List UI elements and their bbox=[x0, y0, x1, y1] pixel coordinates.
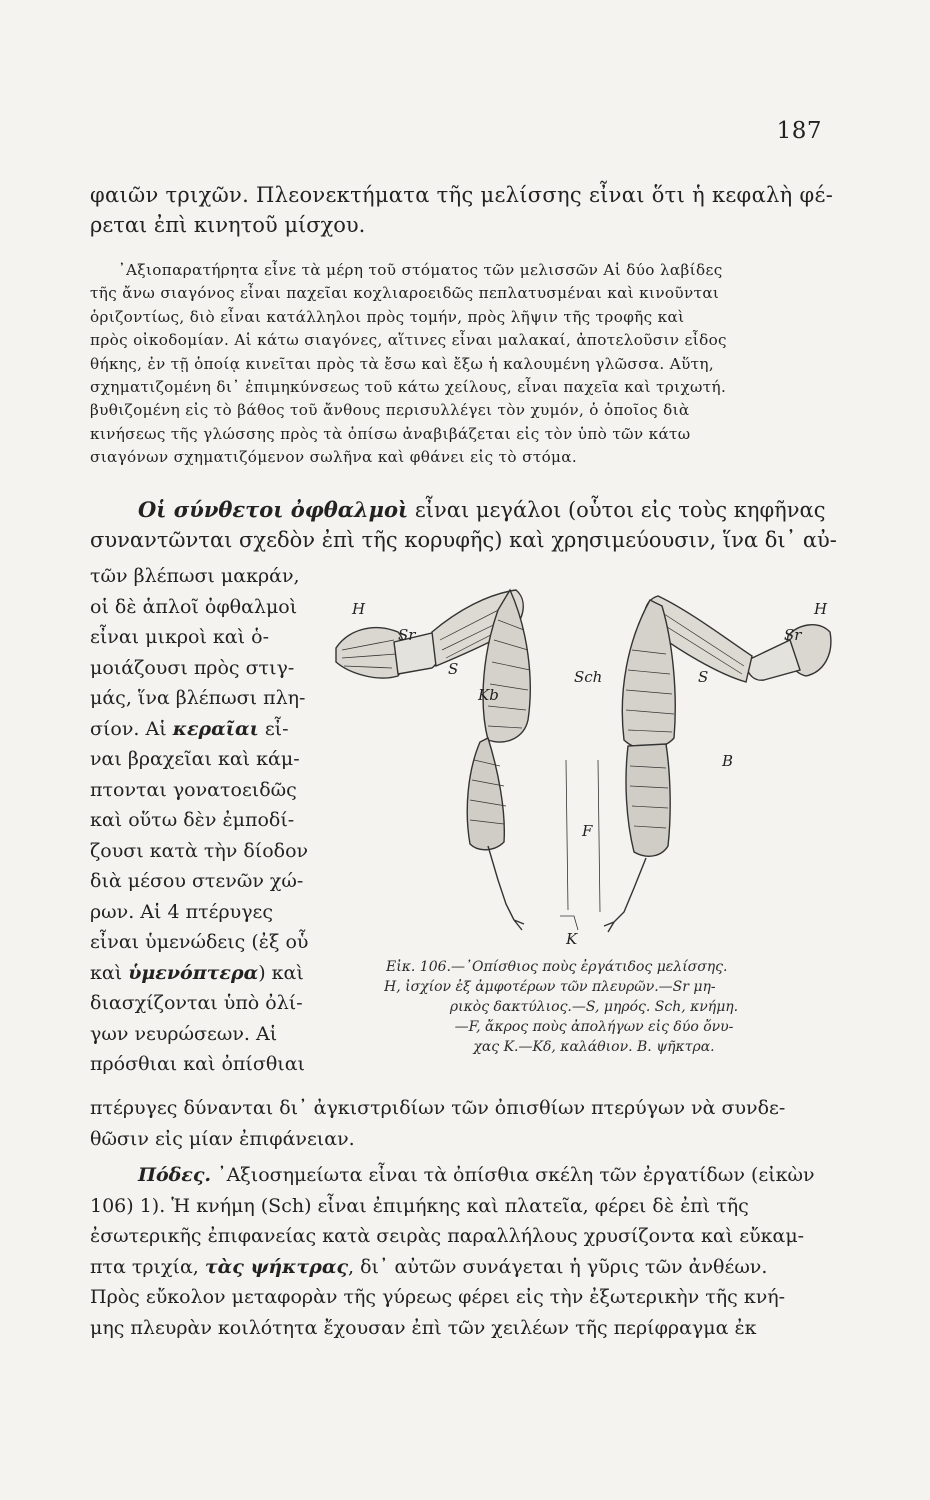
label-k: K bbox=[566, 930, 578, 948]
text-line: οἱ δὲ ἁπλοῖ ὀφθαλμοὶ bbox=[90, 595, 298, 618]
label-h-right: H bbox=[814, 600, 828, 618]
text-line: τῶν βλέπωσι μακράν, bbox=[90, 565, 300, 587]
text-line: διὰ μέσου στενῶν χώ- bbox=[90, 870, 304, 892]
text-line: θῶσιν εἰς μίαν ἐπιφάνειαν. bbox=[90, 1127, 355, 1150]
caption-line: ρικὸς δακτύλιος.—S, μηρός. Sch, κνήμη. bbox=[449, 999, 739, 1015]
text-line: γων νευρώσεων. Αἱ bbox=[90, 1022, 278, 1045]
label-f: F bbox=[582, 822, 593, 840]
legs-heading: Πόδες. bbox=[138, 1164, 212, 1186]
mouth-paragraph bbox=[90, 259, 842, 470]
label-kb: Kb bbox=[478, 686, 499, 704]
text-line: μάς, ἵνα βλέπωσι πλη- bbox=[90, 687, 306, 709]
text-segment: πτα τριχία, bbox=[90, 1255, 205, 1278]
label-b: B bbox=[722, 752, 734, 770]
text-segment: εἶ- bbox=[258, 717, 289, 740]
text-segment: , δι᾿ αὐτῶν συνάγεται ἡ γῦρις τῶν ἀνθέων. bbox=[348, 1255, 768, 1278]
brushes-term: τὰς ψήκτρας bbox=[204, 1255, 349, 1278]
text-line: τῆς ἄνω σιαγόνος εἶναι παχεῖαι κοχλιαροειδῶς πεπλατυσμέναι καὶ κινοῦνται bbox=[90, 284, 720, 303]
text-line: ᾿Αξιοπαρατήρητα εἶνε τὰ μέρη τοῦ στόματος τῶν μελισσῶν Αἱ δύο λαβίδες bbox=[118, 261, 723, 279]
legs-paragraph bbox=[90, 1160, 842, 1343]
label-sch: Sch bbox=[574, 668, 603, 686]
antennae-term: κεραῖαι bbox=[172, 717, 259, 740]
text-line: εἶναι ὑμενώδεις (ἐξ οὗ bbox=[90, 931, 309, 953]
text-segment: Αἱ bbox=[145, 717, 173, 740]
hymenoptera-term: ὑμενόπτερα bbox=[128, 961, 259, 984]
text-line: ζουσι κατὰ τὴν δίοδον bbox=[90, 839, 309, 862]
text-line: ὁριζοντίως, διὸ εἶναι κατάλληλοι πρὸς τομήν, πρὸς λῆψιν τῆς τροφῆς καὶ bbox=[90, 307, 685, 326]
text-line: ρεται ἐπὶ κινητοῦ μίσχου. bbox=[90, 213, 366, 237]
text-line: σιαγόνων σχηματιζόμενον σωλῆνα καὶ φθάνει εἰς τὸ στόμα. bbox=[90, 448, 578, 467]
left-metatarsus-shape bbox=[467, 738, 504, 850]
text-line: κινήσεως τῆς γλώσσης πρὸς τὰ ὀπίσω ἀναβιβάζεται εἰς τὸν ὑπὸ τῶν κάτω bbox=[90, 424, 691, 443]
text-segment: ) καὶ bbox=[258, 961, 304, 984]
right-trochanter-shape bbox=[747, 640, 800, 680]
text-line: ἐσωτερικῆς ἐπιφανείας κατὰ σειρὰς παραλλήλους χρυσίζοντα καὶ εὔκαμ- bbox=[90, 1225, 805, 1247]
text-line: θήκης, ἐν τῇ ὁποίᾳ κινεῖται πρὸς τὰ ἔσω καὶ ἔξω ἡ καλουμένη γλῶσσα. Αὕτη, bbox=[90, 354, 715, 373]
text-line: Πρὸς εὔκολον μεταφορὰν τῆς γύρεως φέρει εἰς τὴν ἐξωτερικὴν τῆς κνή- bbox=[90, 1286, 786, 1308]
text-line: πτέρυγες δύνανται δι᾿ ἀγκιστριδίων τῶν ὀπισθίων πτερύγων νὰ συνδε- bbox=[90, 1097, 786, 1119]
label-s-right: S bbox=[698, 668, 709, 686]
text-segment: εἶναι μεγάλοι (οὗτοι εἰς τοὺς κηφῆνας bbox=[408, 498, 826, 522]
text-segment: καὶ bbox=[90, 961, 129, 984]
caption-line: χας K.—Kδ, καλάθιον. B. ψῆκτρα. bbox=[473, 1039, 715, 1055]
text-line: μοιάζουσι πρὸς στιγ- bbox=[90, 656, 295, 679]
text-line: πρὸς οἰκοδομίαν. Αἱ κάτω σιαγόνες, αἵτινες εἶναι μαλακαί, ἀποτελοῦσιν εἶδος bbox=[90, 331, 727, 350]
text-line: 106) 1). Ἡ κνήμη (Sch) εἶναι ἐπιμήκης καὶ πλατεῖα, φέρει δὲ ἐπὶ τῆς bbox=[90, 1194, 749, 1217]
caption-line: —F, ἄκρος ποὺς ἀπολήγων εἰς δύο ὄνυ- bbox=[454, 1019, 734, 1035]
text-segment: ᾿Αξιοσημείωτα εἶναι τὰ ὀπίσθια σκέλη τῶν ἐργατίδων (εἰκὼν bbox=[211, 1164, 815, 1186]
label-s-left: S bbox=[448, 660, 459, 678]
text-line: φαιῶν τριχῶν. Πλεονεκτήματα τῆς μελίσσης εἶναι ὅτι ἡ κεφαλὴ φέ- bbox=[90, 183, 834, 207]
figure-caption bbox=[384, 957, 804, 1057]
intro-paragraph bbox=[90, 180, 842, 240]
text-line: συναντῶνται σχεδὸν ἐπὶ τῆς κορυφῆς) καὶ χρησιμεύουσιν, ἵνα δι᾿ αὐ- bbox=[90, 528, 837, 552]
text-line: ρων. Αἱ 4 πτέρυγες bbox=[90, 900, 274, 923]
text-line: διασχίζονται ὑπὸ ὀλί- bbox=[90, 992, 303, 1014]
eyes-paragraph bbox=[90, 495, 842, 555]
side-column bbox=[90, 561, 352, 1080]
right-metatarsus-shape bbox=[626, 744, 670, 856]
left-coxa-shape bbox=[336, 628, 405, 678]
text-segment: σίον. bbox=[90, 717, 140, 740]
eyes-heading: Οἱ σύνθετοι ὀφθαλμοὶ bbox=[138, 497, 409, 522]
text-line: μης πλευρὰν κοιλότητα ἔχουσαν ἐπὶ τῶν χειλέων τῆς περίφραγμα ἐκ bbox=[90, 1316, 757, 1339]
text-line: βυθιζομένη εἰς τὸ βάθος τοῦ ἄνθους περισυλλέγει τὸν χυμόν, ὁ ὁποῖος διὰ bbox=[90, 401, 690, 420]
label-sr-left: Sr bbox=[398, 626, 416, 644]
label-sr-right: Sr bbox=[784, 626, 802, 644]
wings-continuation bbox=[90, 1093, 842, 1154]
page-number: 187 bbox=[776, 118, 822, 144]
caption-line: Εἰκ. 106.—᾿Οπίσθιος ποὺς ἐργάτιδος μελίσσης. bbox=[386, 959, 728, 975]
text-line: πτονται γονατοειδῶς bbox=[90, 778, 297, 801]
text-line: πρόσθιαι καὶ ὀπίσθιαι bbox=[90, 1053, 305, 1075]
label-h-left: H bbox=[352, 600, 366, 618]
caption-line: H, ἰσχίον ἐξ ἀμφοτέρων τῶν πλευρῶν.—Sr μη- bbox=[384, 979, 716, 995]
text-line: εἶναι μικροὶ καὶ ὁ- bbox=[90, 626, 269, 648]
text-line: καὶ οὕτω δὲν ἐμποδί- bbox=[90, 809, 295, 831]
text-line: ναι βραχεῖαι καὶ κάμ- bbox=[90, 748, 300, 770]
text-line: σχηματιζομένη δι᾿ ἐπιμηκύνσεως τοῦ κάτω χείλους, εἶναι παχεῖα καὶ τριχωτή. bbox=[90, 378, 727, 397]
bee-hind-leg-figure bbox=[328, 570, 838, 955]
